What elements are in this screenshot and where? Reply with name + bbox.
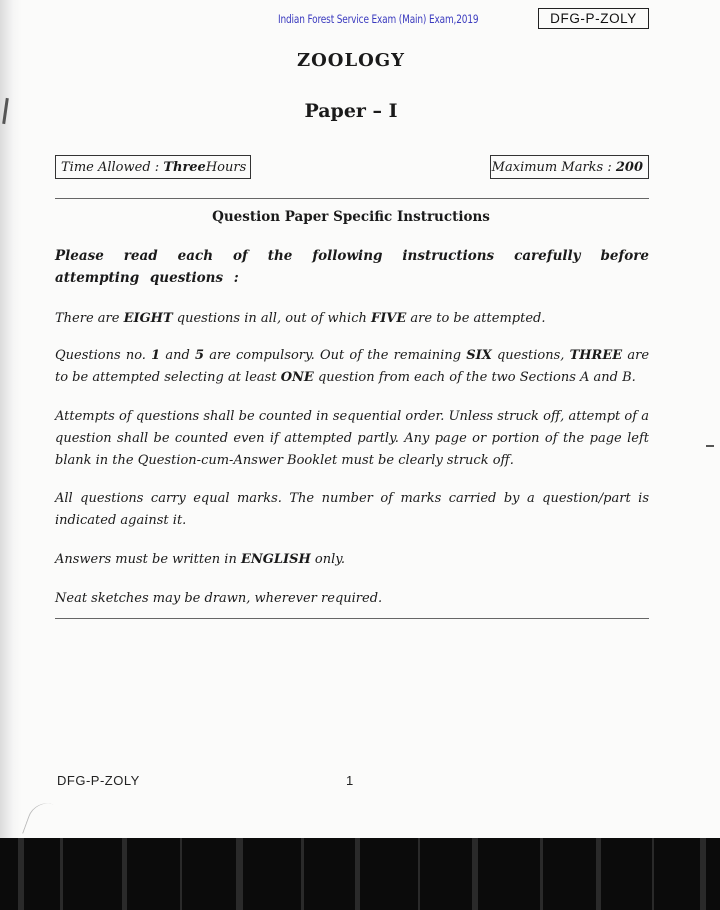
scanner-stripe xyxy=(355,838,360,910)
instruction-3: Attempts of questions shall be counted in sequential order. Unless struck off, attempt of a question shall be counted even if attempted partly. Any page or portion of the page left blank in the Question-cum-Answer Booklet must be clearly struck off. xyxy=(55,409,649,468)
scanner-stripe xyxy=(301,838,304,910)
instruction-1 xyxy=(55,308,649,330)
instruction-text: only. xyxy=(310,552,346,567)
instruction-text: There are xyxy=(55,311,124,326)
divider-top xyxy=(55,198,649,199)
scanner-stripe xyxy=(180,838,182,910)
instruction-emphasis: THREE xyxy=(569,348,623,363)
instruction-6: Neat sketches may be drawn, wherever required. xyxy=(55,591,383,606)
scanner-stripe xyxy=(236,838,243,910)
instruction-text: are to be attempted. xyxy=(406,311,546,326)
instruction-emphasis: FIVE xyxy=(370,311,407,326)
instruction-text: are to be attempted selecting at least xyxy=(55,348,650,385)
instruction-text: and xyxy=(160,348,195,363)
time-allowed-value: Three xyxy=(163,159,206,175)
maximum-marks-value: 200 xyxy=(615,159,643,175)
scan-mark xyxy=(706,445,714,447)
instruction-text: questions in all, out of which xyxy=(172,311,371,326)
maximum-marks-box xyxy=(490,155,649,179)
instruction-text: Questions no. xyxy=(55,348,152,363)
instruction-emphasis: 5 xyxy=(194,348,205,363)
paper-code-box: DFG-P-ZOLY xyxy=(538,8,649,29)
time-allowed-box xyxy=(55,155,251,179)
page-number: 1 xyxy=(346,773,354,788)
instruction-text: are compulsory. Out of the remaining xyxy=(204,348,467,363)
time-allowed-label: Time Allowed : xyxy=(61,159,160,175)
instruction-emphasis: ONE xyxy=(280,370,314,385)
time-allowed-unit: Hours xyxy=(205,159,247,175)
footer-paper-code: DFG-P-ZOLY xyxy=(57,773,140,788)
instruction-emphasis: EIGHT xyxy=(123,311,173,326)
scanner-stripe xyxy=(700,838,706,910)
scanner-stripe xyxy=(122,838,127,910)
instruction-4: All questions carry equal marks. The number of marks carried by a question/part is indicated against it. xyxy=(55,491,649,528)
divider-bottom xyxy=(55,618,649,619)
scan-mark xyxy=(22,798,54,838)
instruction-text: questions, xyxy=(491,348,570,363)
subject-title: ZOOLOGY xyxy=(296,50,406,71)
scanner-stripe xyxy=(596,838,601,910)
scanner-stripe xyxy=(472,838,478,910)
instruction-emphasis: SIX xyxy=(466,348,492,363)
instruction-2 xyxy=(55,345,649,389)
instructions-heading: Question Paper Specific Instructions xyxy=(212,209,490,225)
scanner-stripe xyxy=(18,838,24,910)
paper-title: Paper – I xyxy=(304,100,398,122)
instructions-intro: Please read each of the following instructions carefully before attempting questions : xyxy=(55,248,649,286)
maximum-marks-label: Maximum Marks : xyxy=(491,159,612,175)
scanner-stripe xyxy=(60,838,63,910)
instruction-5 xyxy=(55,549,649,571)
scanner-background xyxy=(0,838,720,910)
instruction-text: Answers must be written in xyxy=(55,552,241,567)
scanner-stripe xyxy=(652,838,654,910)
instruction-emphasis: ENGLISH xyxy=(240,552,311,567)
watermark-text: Indian Forest Service Exam (Main) Exam,2019 xyxy=(278,12,479,26)
instruction-text: question from each of the two Sections A and B. xyxy=(313,370,636,385)
scanner-stripe xyxy=(418,838,420,910)
instruction-emphasis: 1 xyxy=(151,348,161,363)
scan-edge-shadow xyxy=(0,0,22,838)
scanner-stripe xyxy=(540,838,543,910)
